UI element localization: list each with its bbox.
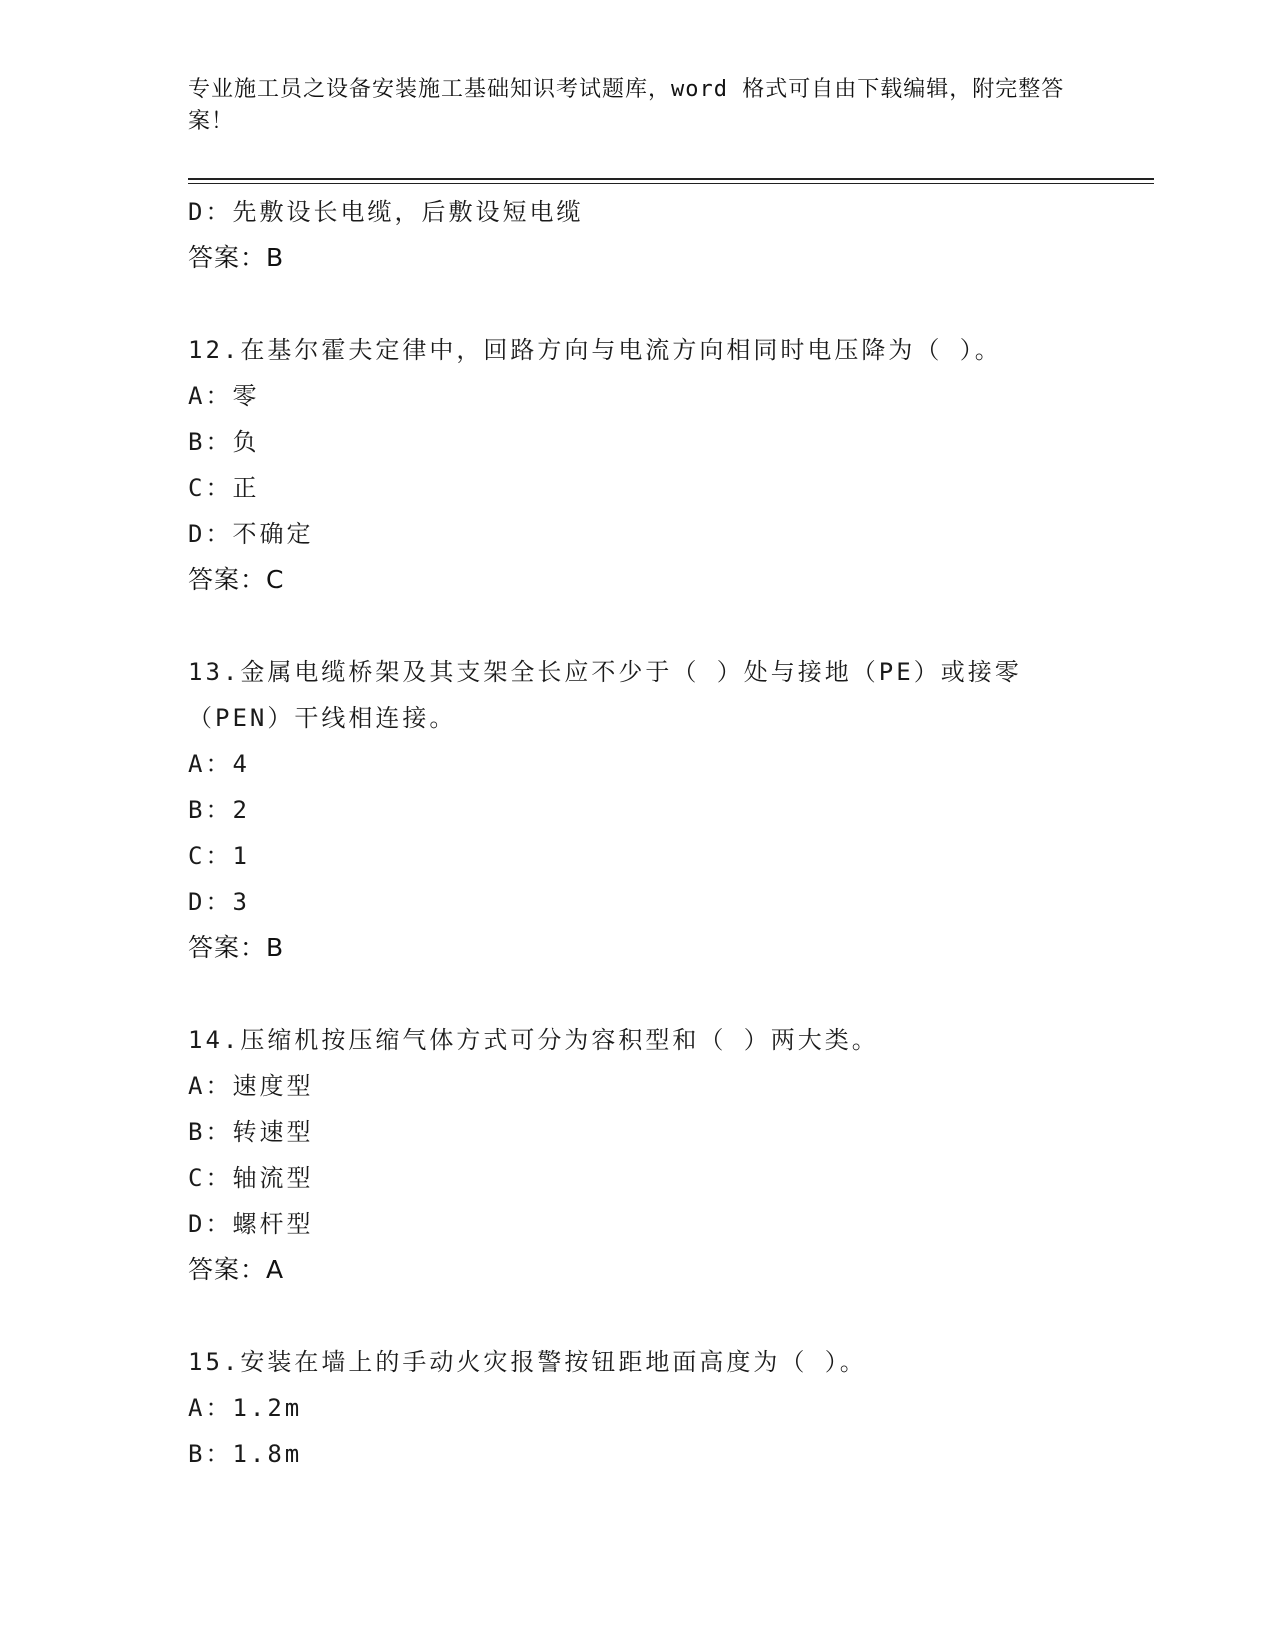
option-d: D：先敷设长电缆，后敷设短电缆	[188, 198, 584, 226]
spacer	[188, 603, 1068, 649]
header-rule-thick	[188, 178, 1154, 180]
header-rule-thin	[188, 183, 1154, 184]
option-a: A：速度型	[188, 1072, 314, 1100]
option-b: B：负	[188, 428, 260, 456]
option-c: C：1	[188, 842, 250, 870]
question-stem: 14.压缩机按压缩气体方式可分为容积型和（ ）两大类。	[188, 1026, 879, 1054]
question-stem: 13.金属电缆桥架及其支架全长应不少于（ ）处与接地（PE）或接零（PEN）干线相连接。	[188, 658, 1022, 732]
option-c: C：轴流型	[188, 1164, 314, 1192]
question-13	[188, 649, 1068, 971]
option-b: B：转速型	[188, 1118, 314, 1146]
spacer	[188, 1293, 1068, 1339]
option-c: C：正	[188, 474, 260, 502]
option-b: B：2	[188, 796, 250, 824]
document-header: 专业施工员之设备安装施工基础知识考试题库，word 格式可自由下载编辑，附完整答案！	[188, 77, 1065, 134]
option-a: A：1.2m	[188, 1394, 303, 1422]
question-content	[188, 189, 1068, 1477]
spacer	[188, 971, 1068, 1017]
answer: 答案：B	[188, 243, 285, 272]
option-a: A：4	[188, 750, 250, 778]
option-d: D：3	[188, 888, 250, 916]
option-d: D：螺杆型	[188, 1210, 314, 1238]
spacer	[188, 281, 1068, 327]
question-12	[188, 327, 1068, 603]
answer: 答案：A	[188, 1255, 285, 1284]
option-a: A：零	[188, 382, 260, 410]
question-stem: 15.安装在墙上的手动火灾报警按钮距地面高度为（ ）。	[188, 1348, 867, 1376]
answer: 答案：B	[188, 933, 285, 962]
option-d: D：不确定	[188, 520, 314, 548]
question-14	[188, 1017, 1068, 1293]
option-b: B：1.8m	[188, 1440, 303, 1468]
answer: 答案：C	[188, 565, 285, 594]
question-stem: 12.在基尔霍夫定律中，回路方向与电流方向相同时电压降为（ ）。	[188, 336, 1002, 364]
question-15	[188, 1339, 1068, 1477]
